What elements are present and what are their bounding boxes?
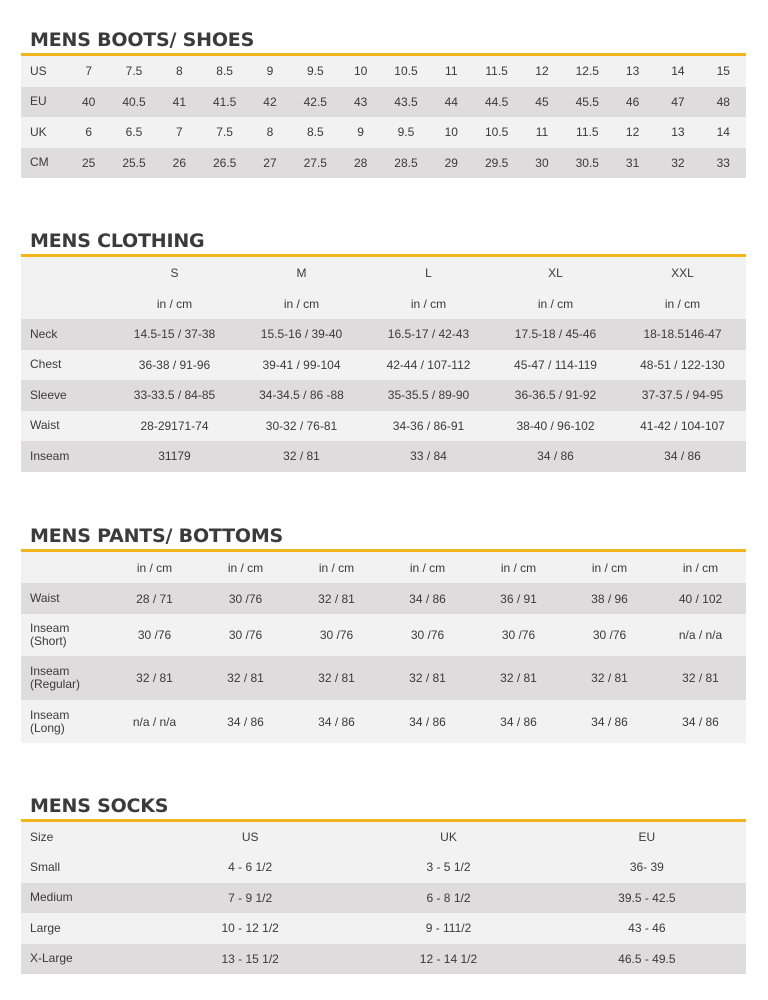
table-cell: 28 bbox=[338, 148, 383, 179]
table-cell: 41 bbox=[157, 87, 202, 118]
table-cell: 8 bbox=[157, 56, 202, 87]
table-cell: 41.5 bbox=[202, 87, 247, 118]
pants-table bbox=[21, 552, 746, 743]
table-row bbox=[21, 656, 746, 700]
table-cell: 38 / 96 bbox=[564, 583, 655, 614]
table-cell: 34 / 86 bbox=[619, 441, 746, 472]
table-cell: 34 / 86 bbox=[655, 700, 746, 743]
table-cell: 38-40 / 96-102 bbox=[492, 411, 619, 442]
table-cell: 32 / 81 bbox=[200, 656, 291, 700]
table-cell: 32 / 81 bbox=[291, 656, 382, 700]
table-cell: in / cm bbox=[365, 288, 492, 319]
table-cell: 48 bbox=[701, 87, 746, 118]
table-row bbox=[21, 883, 746, 914]
table-cell: 32 bbox=[655, 148, 700, 179]
table-cell: 42.5 bbox=[293, 87, 338, 118]
table-cell: in / cm bbox=[619, 288, 746, 319]
table-cell: 13 bbox=[610, 56, 655, 87]
row-label bbox=[21, 700, 109, 743]
table-cell: 41-42 / 104-107 bbox=[619, 411, 746, 442]
table-cell: 32 / 81 bbox=[473, 656, 564, 700]
table-cell: 44 bbox=[429, 87, 474, 118]
table-cell: 44.5 bbox=[474, 87, 519, 118]
table-cell: 7.5 bbox=[202, 117, 247, 148]
row-label-line2: (Long) bbox=[30, 720, 65, 735]
table-cell: S bbox=[111, 257, 238, 288]
table-cell: 4 - 6 1/2 bbox=[151, 852, 349, 883]
row-label bbox=[21, 257, 111, 288]
table-row bbox=[21, 319, 746, 350]
table-row bbox=[21, 700, 746, 743]
table-cell: 6 - 8 1/2 bbox=[349, 883, 547, 914]
table-row bbox=[21, 852, 746, 883]
table-row bbox=[21, 380, 746, 411]
table-cell: 33-33.5 / 84-85 bbox=[111, 380, 238, 411]
table-row bbox=[21, 614, 746, 656]
table-cell: 45-47 / 114-119 bbox=[492, 350, 619, 381]
table-cell: EU bbox=[548, 822, 746, 852]
table-cell: 12.5 bbox=[565, 56, 610, 87]
table-cell: UK bbox=[349, 822, 547, 852]
table-cell: 17.5-18 / 45-46 bbox=[492, 319, 619, 350]
table-row bbox=[21, 117, 746, 148]
row-label bbox=[21, 552, 109, 583]
table-cell: in / cm bbox=[291, 552, 382, 583]
row-label: X-Large bbox=[21, 944, 151, 975]
table-cell: 34 / 86 bbox=[382, 583, 473, 614]
table-cell: 28-29171-74 bbox=[111, 411, 238, 442]
table-row bbox=[21, 148, 746, 179]
table-cell: 37-37.5 / 94-95 bbox=[619, 380, 746, 411]
table-row bbox=[21, 944, 746, 975]
table-cell: 15 bbox=[701, 56, 746, 87]
table-cell: 7.5 bbox=[111, 56, 156, 87]
row-label bbox=[21, 583, 109, 614]
table-cell: 29 bbox=[429, 148, 474, 179]
table-cell: 9.5 bbox=[293, 56, 338, 87]
table-cell: 34 / 86 bbox=[564, 700, 655, 743]
table-row bbox=[21, 583, 746, 614]
table-cell: M bbox=[238, 257, 365, 288]
table-cell: 45 bbox=[519, 87, 564, 118]
table-cell: 26.5 bbox=[202, 148, 247, 179]
table-cell: 32 / 81 bbox=[655, 656, 746, 700]
socks-title: MENS SOCKS bbox=[30, 795, 169, 817]
table-cell: 10 - 12 1/2 bbox=[151, 913, 349, 944]
table-cell: 36-38 / 91-96 bbox=[111, 350, 238, 381]
row-label-line1: Inseam bbox=[30, 664, 70, 678]
table-cell: 9.5 bbox=[383, 117, 428, 148]
boots-title: MENS BOOTS/ SHOES bbox=[30, 29, 255, 51]
row-label: Inseam bbox=[21, 441, 111, 472]
table-cell: 10 bbox=[338, 56, 383, 87]
row-label: Waist bbox=[21, 411, 111, 442]
table-cell: 25.5 bbox=[111, 148, 156, 179]
table-cell: 36- 39 bbox=[548, 852, 746, 883]
row-label-line2: (Regular) bbox=[30, 677, 81, 691]
header-row bbox=[21, 822, 746, 852]
boots-table bbox=[21, 56, 746, 178]
table-cell: 11.5 bbox=[565, 117, 610, 148]
table-cell: XXL bbox=[619, 257, 746, 288]
row-label-line2: (Short) bbox=[30, 634, 67, 648]
table-cell: 34 / 86 bbox=[200, 700, 291, 743]
table-row bbox=[21, 56, 746, 87]
unit-row bbox=[21, 288, 746, 319]
table-cell: 14 bbox=[655, 56, 700, 87]
row-label-line1: Inseam bbox=[30, 707, 70, 722]
table-cell: 14 bbox=[701, 117, 746, 148]
table-cell: 35-35.5 / 89-90 bbox=[365, 380, 492, 411]
table-cell: 12 - 14 1/2 bbox=[349, 944, 547, 975]
table-cell: 30-32 / 76-81 bbox=[238, 411, 365, 442]
table-cell: 7 - 9 1/2 bbox=[151, 883, 349, 914]
table-cell: in / cm bbox=[238, 288, 365, 319]
table-cell: US bbox=[151, 822, 349, 852]
table-cell: 46 bbox=[610, 87, 655, 118]
table-cell: 9 bbox=[338, 117, 383, 148]
row-label: CM bbox=[21, 148, 66, 179]
table-cell: 30 /76 bbox=[382, 614, 473, 656]
pants-title: MENS PANTS/ BOTTOMS bbox=[30, 525, 284, 547]
table-cell: 10 bbox=[429, 117, 474, 148]
table-cell: in / cm bbox=[473, 552, 564, 583]
table-cell: 25 bbox=[66, 148, 111, 179]
header-row bbox=[21, 552, 746, 583]
table-cell: 31 bbox=[610, 148, 655, 179]
table-cell: 32 / 81 bbox=[238, 441, 365, 472]
row-label: EU bbox=[21, 87, 66, 118]
table-row bbox=[21, 87, 746, 118]
table-cell: 6.5 bbox=[111, 117, 156, 148]
table-cell: 8.5 bbox=[202, 56, 247, 87]
table-cell: 28 / 71 bbox=[109, 583, 200, 614]
table-cell: 26 bbox=[157, 148, 202, 179]
table-cell: in / cm bbox=[111, 288, 238, 319]
row-label: Size bbox=[21, 822, 151, 852]
row-label bbox=[21, 288, 111, 319]
table-cell: 27 bbox=[247, 148, 292, 179]
table-cell: in / cm bbox=[564, 552, 655, 583]
table-cell: 11 bbox=[429, 56, 474, 87]
table-cell: 34 / 86 bbox=[473, 700, 564, 743]
table-cell: 6 bbox=[66, 117, 111, 148]
table-cell: 30 /76 bbox=[473, 614, 564, 656]
row-label: Neck bbox=[21, 319, 111, 350]
row-label: UK bbox=[21, 117, 66, 148]
socks-table bbox=[21, 822, 746, 974]
table-cell: 10.5 bbox=[383, 56, 428, 87]
row-label bbox=[21, 656, 109, 700]
table-cell: in / cm bbox=[200, 552, 291, 583]
table-cell: 36 / 91 bbox=[473, 583, 564, 614]
row-label: US bbox=[21, 56, 66, 87]
table-cell: XL bbox=[492, 257, 619, 288]
table-cell: 8 bbox=[247, 117, 292, 148]
table-cell: 34 / 86 bbox=[291, 700, 382, 743]
table-row bbox=[21, 350, 746, 381]
table-cell: 7 bbox=[66, 56, 111, 87]
row-label: Large bbox=[21, 913, 151, 944]
table-cell: in / cm bbox=[492, 288, 619, 319]
table-row bbox=[21, 411, 746, 442]
table-cell: 33 / 84 bbox=[365, 441, 492, 472]
table-row bbox=[21, 913, 746, 944]
row-label: Sleeve bbox=[21, 380, 111, 411]
table-cell: 48-51 / 122-130 bbox=[619, 350, 746, 381]
table-cell: 31179 bbox=[111, 441, 238, 472]
table-cell: 30 /76 bbox=[564, 614, 655, 656]
table-cell: 47 bbox=[655, 87, 700, 118]
table-cell: 34-34.5 / 86 -88 bbox=[238, 380, 365, 411]
row-label bbox=[21, 614, 109, 656]
table-cell: 36-36.5 / 91-92 bbox=[492, 380, 619, 411]
clothing-table bbox=[21, 257, 746, 472]
table-cell: in / cm bbox=[109, 552, 200, 583]
table-cell: 30 /76 bbox=[200, 583, 291, 614]
table-cell: 46.5 - 49.5 bbox=[548, 944, 746, 975]
table-cell: 7 bbox=[157, 117, 202, 148]
table-cell: 30 bbox=[519, 148, 564, 179]
table-cell: 30 /76 bbox=[291, 614, 382, 656]
table-cell: 32 / 81 bbox=[109, 656, 200, 700]
table-cell: 32 / 81 bbox=[564, 656, 655, 700]
table-cell: 32 / 81 bbox=[291, 583, 382, 614]
row-label-line1: Waist bbox=[30, 591, 60, 605]
table-cell: in / cm bbox=[382, 552, 473, 583]
table-cell: 12 bbox=[610, 117, 655, 148]
table-cell: n/a / n/a bbox=[655, 614, 746, 656]
table-cell: 16.5-17 / 42-43 bbox=[365, 319, 492, 350]
row-label: Small bbox=[21, 852, 151, 883]
clothing-title: MENS CLOTHING bbox=[30, 230, 205, 252]
table-cell: 32 / 81 bbox=[382, 656, 473, 700]
table-cell: 13 - 15 1/2 bbox=[151, 944, 349, 975]
table-cell: 43 bbox=[338, 87, 383, 118]
table-cell: 10.5 bbox=[474, 117, 519, 148]
table-cell: 43.5 bbox=[383, 87, 428, 118]
table-cell: 30.5 bbox=[565, 148, 610, 179]
boots-section bbox=[21, 27, 746, 178]
table-cell: 30 /76 bbox=[200, 614, 291, 656]
table-cell: 42-44 / 107-112 bbox=[365, 350, 492, 381]
table-cell: 28.5 bbox=[383, 148, 428, 179]
table-cell: 15.5-16 / 39-40 bbox=[238, 319, 365, 350]
table-cell: n/a / n/a bbox=[109, 700, 200, 743]
table-cell: 9 bbox=[247, 56, 292, 87]
pants-section bbox=[21, 523, 746, 743]
table-cell: 11.5 bbox=[474, 56, 519, 87]
socks-section bbox=[21, 793, 746, 974]
table-cell: 40 / 102 bbox=[655, 583, 746, 614]
table-cell: 27.5 bbox=[293, 148, 338, 179]
table-cell: 42 bbox=[247, 87, 292, 118]
table-cell: 8.5 bbox=[293, 117, 338, 148]
table-cell: 18-18.5146-47 bbox=[619, 319, 746, 350]
clothing-section bbox=[21, 228, 746, 472]
table-cell: 45.5 bbox=[565, 87, 610, 118]
table-cell: L bbox=[365, 257, 492, 288]
table-cell: in / cm bbox=[655, 552, 746, 583]
table-row bbox=[21, 441, 746, 472]
table-cell: 33 bbox=[701, 148, 746, 179]
table-cell: 34 / 86 bbox=[492, 441, 619, 472]
header-row bbox=[21, 257, 746, 288]
row-label: Chest bbox=[21, 350, 111, 381]
table-cell: 14.5-15 / 37-38 bbox=[111, 319, 238, 350]
table-cell: 43 - 46 bbox=[548, 913, 746, 944]
row-label: Medium bbox=[21, 883, 151, 914]
table-cell: 39.5 - 42.5 bbox=[548, 883, 746, 914]
table-cell: 30 /76 bbox=[109, 614, 200, 656]
table-cell: 40.5 bbox=[111, 87, 156, 118]
table-cell: 3 - 5 1/2 bbox=[349, 852, 547, 883]
table-cell: 40 bbox=[66, 87, 111, 118]
row-label-line1: Inseam bbox=[30, 621, 70, 635]
table-cell: 13 bbox=[655, 117, 700, 148]
table-cell: 12 bbox=[519, 56, 564, 87]
table-cell: 34 / 86 bbox=[382, 700, 473, 743]
table-cell: 39-41 / 99-104 bbox=[238, 350, 365, 381]
table-cell: 34-36 / 86-91 bbox=[365, 411, 492, 442]
table-cell: 9 - 111/2 bbox=[349, 913, 547, 944]
table-cell: 29.5 bbox=[474, 148, 519, 179]
table-cell: 11 bbox=[519, 117, 564, 148]
